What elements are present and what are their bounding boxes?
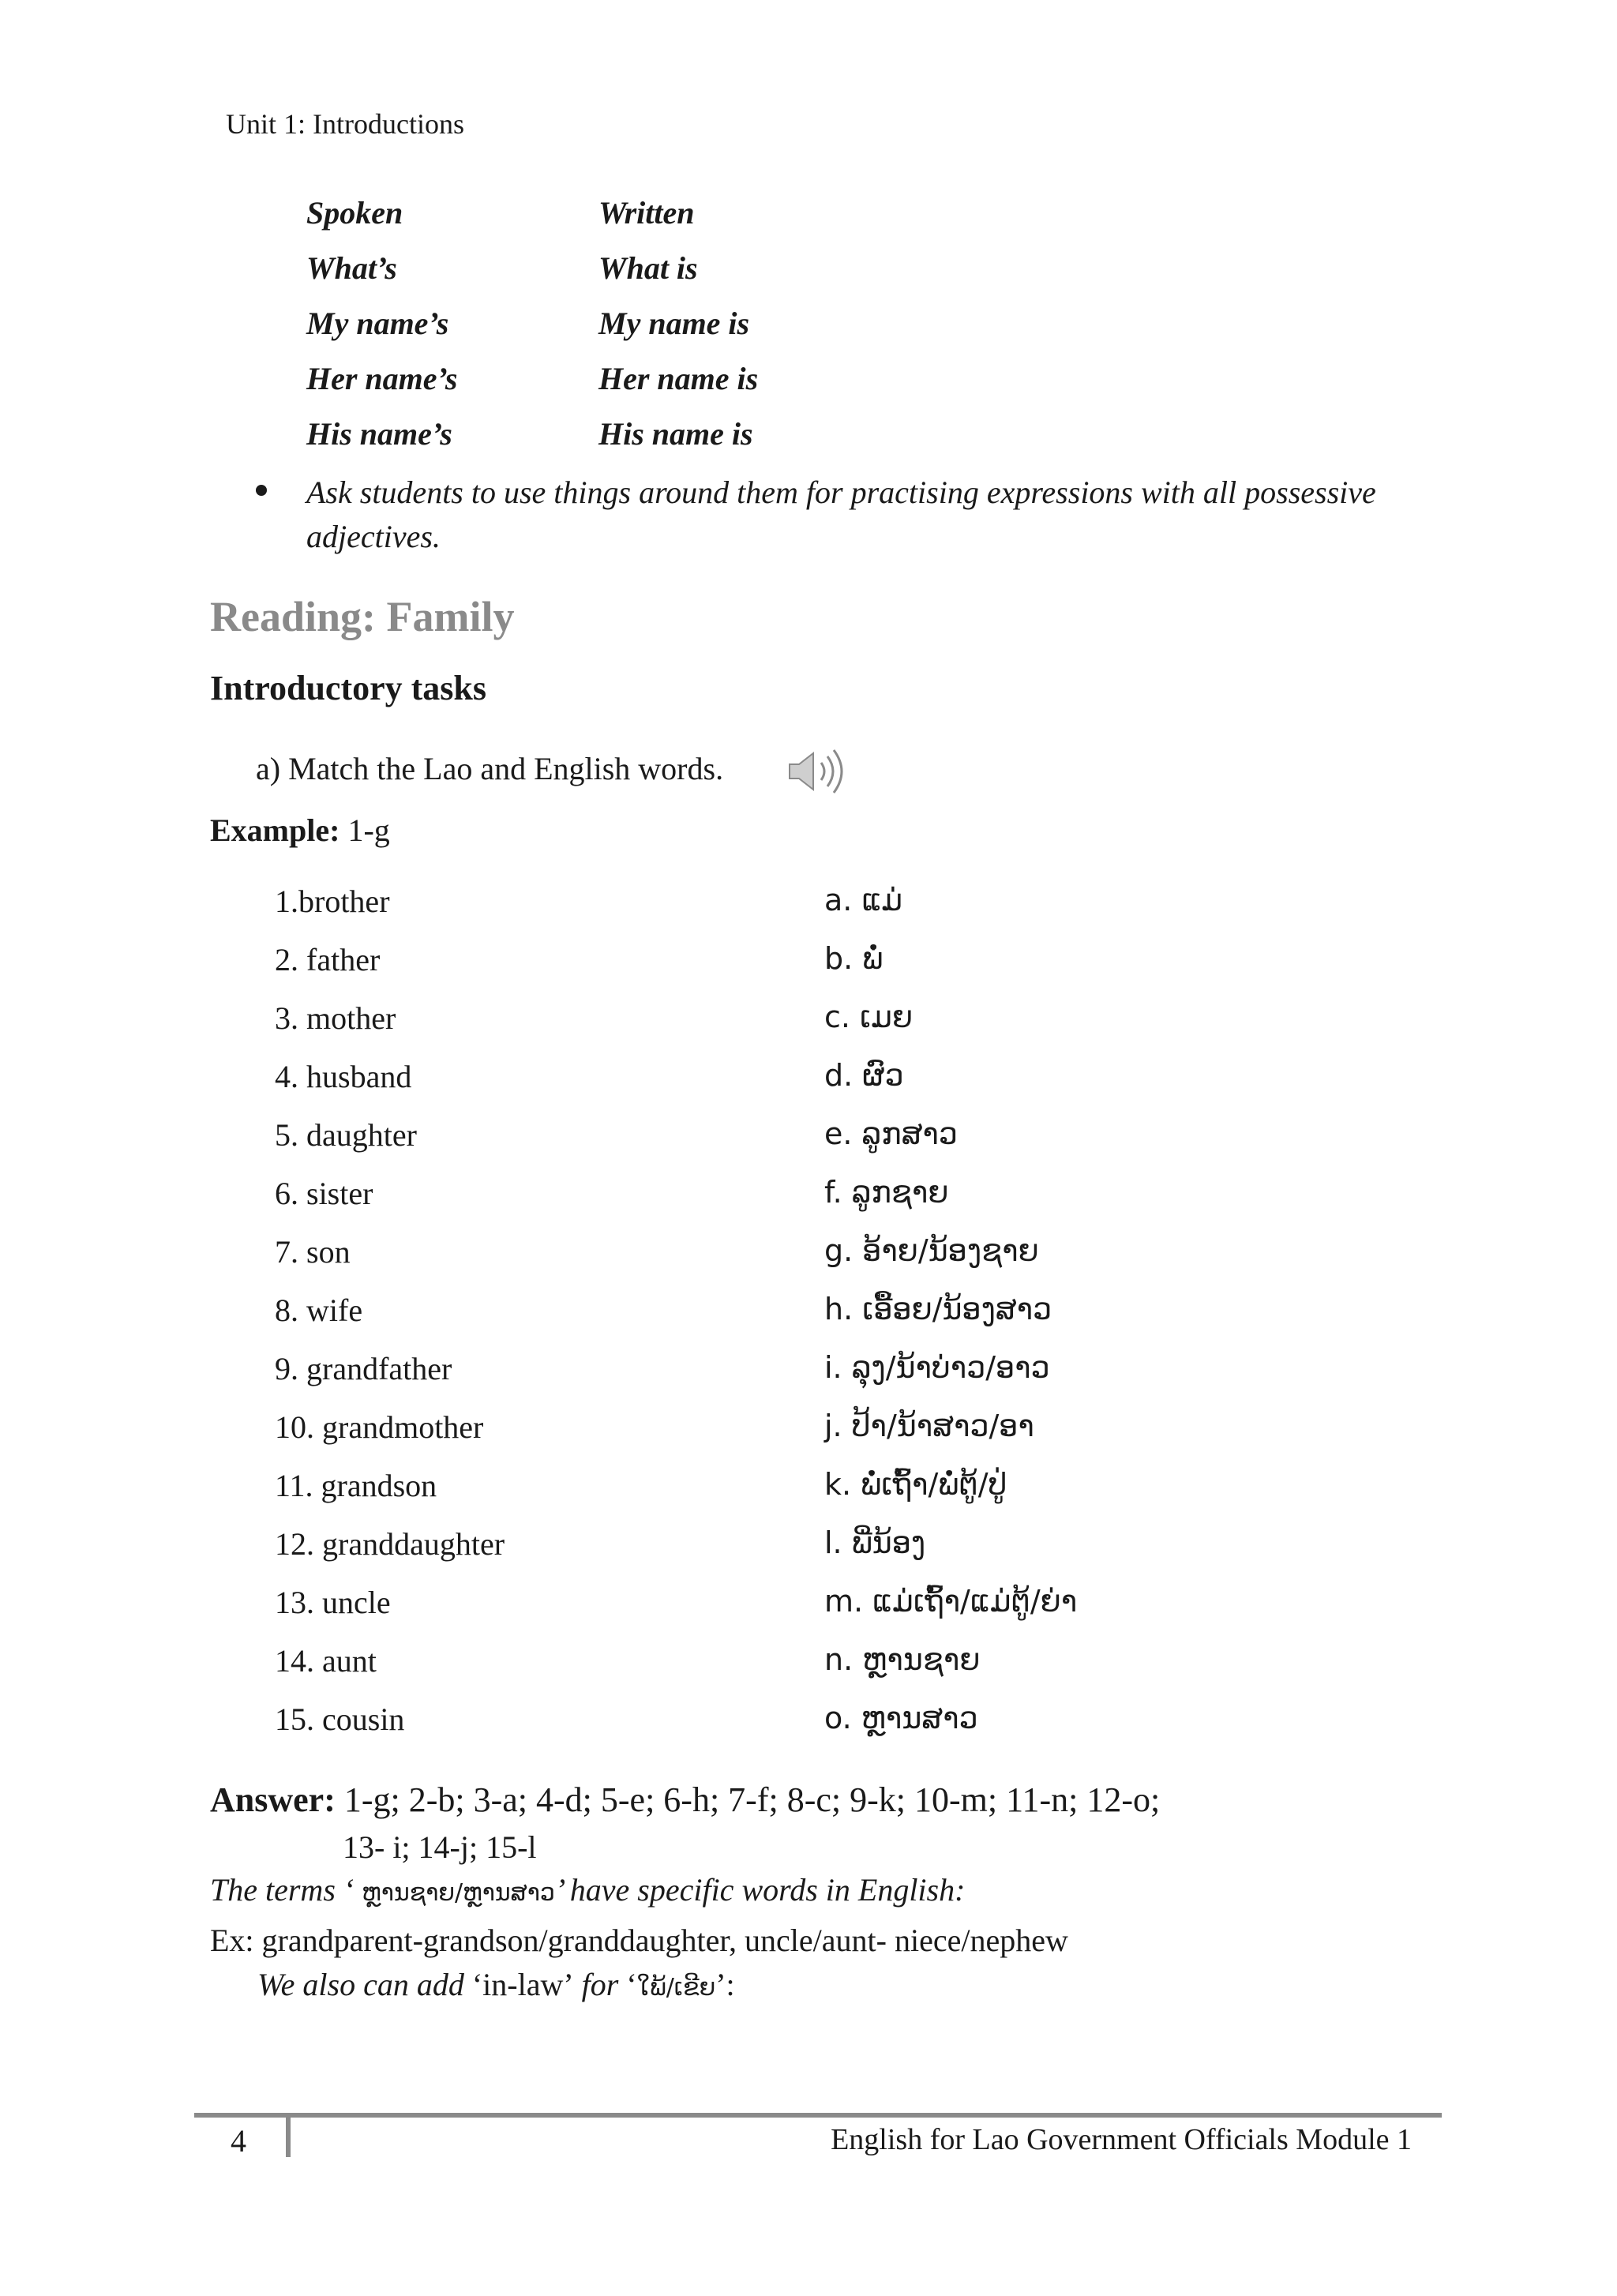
lao-word: h. ເອື້ອຍ/ນ້ອງສາວ <box>824 1292 1052 1326</box>
bullet-instruction: Ask students to use things around them for practising expressions with all possessive adjectives. <box>306 475 1376 554</box>
answer-values: 1-g; 2-b; 3-a; 4-d; 5-e; 6-h; 7-f; 8-c; 9-k; 10-m; 11-n; 12-o; <box>335 1780 1161 1819</box>
english-word: 12. granddaughter <box>275 1526 505 1562</box>
lao-word: j. ປ້າ/ນ້າສາວ/ອາ <box>824 1409 1034 1443</box>
english-word: 8. wife <box>275 1292 363 1328</box>
example-words-line: Ex: grandparent-grandson/granddaughter, uncle/aunt- niece/nephew <box>210 1923 1068 1958</box>
unit-header: Unit 1: Introductions <box>226 108 464 140</box>
in-law-text: for <box>573 1967 627 2002</box>
match-row <box>0 1409 1617 1453</box>
example-label: Example: <box>210 812 340 848</box>
written-form: Her name is <box>598 361 759 396</box>
terms-note <box>210 1871 965 1908</box>
lao-word: i. ລຸງ/ນ້າບ່າວ/ອາວ <box>824 1350 1050 1385</box>
footer-title: English for Lao Government Officials Module 1 <box>831 2123 1412 2156</box>
match-row <box>0 1233 1617 1277</box>
match-row <box>0 1058 1617 1102</box>
match-row <box>0 1292 1617 1336</box>
lao-word: a. ແມ່ <box>824 883 903 917</box>
lao-word: k. ພໍ່ເຖົ້າ/ພໍ່ຕູ້/ປູ່ <box>824 1467 1007 1502</box>
match-row <box>0 883 1617 927</box>
speaker-icon[interactable] <box>786 745 853 797</box>
bullet-icon <box>256 485 267 496</box>
spoken-column-header: Spoken <box>306 195 403 231</box>
lao-word: d. ຜົວ <box>824 1058 904 1093</box>
match-row <box>0 1584 1617 1628</box>
spoken-form: What’s <box>306 250 397 286</box>
spoken-form: My name’s <box>306 306 449 341</box>
lao-word: m. ແມ່ເຖົ້າ/ແມ່ຕູ້/ຍ່າ <box>824 1584 1078 1619</box>
english-word: 2. father <box>275 942 381 977</box>
subsection-title: Introductory tasks <box>210 669 487 707</box>
in-law-term: ‘in-law’ <box>471 1967 574 2002</box>
match-row <box>0 1642 1617 1686</box>
lao-word: e. ລູກສາວ <box>824 1116 958 1151</box>
english-word: 14. aunt <box>275 1643 377 1679</box>
written-column-header: Written <box>598 195 695 231</box>
english-word: 7. son <box>275 1234 351 1270</box>
lao-word: f. ລູກຊາຍ <box>824 1175 949 1210</box>
lao-word: o. ຫຼານສາວ <box>824 1701 978 1735</box>
match-row <box>0 1525 1617 1570</box>
in-law-text: We also can add <box>257 1967 472 2002</box>
answer-label: Answer: <box>210 1780 336 1819</box>
answer-line <box>210 1780 1160 1820</box>
in-law-quote: ‘ <box>626 1967 637 2002</box>
page-number: 4 <box>231 2123 246 2159</box>
english-word: 5. daughter <box>275 1117 417 1153</box>
english-word: 11. grandson <box>275 1468 437 1503</box>
english-word: 6. sister <box>275 1176 373 1211</box>
lao-word: b. ພໍ່ <box>824 941 884 976</box>
match-row <box>0 941 1617 985</box>
answer-values-continued: 13- i; 14-j; 15-l <box>343 1829 537 1865</box>
section-title: Reading: Family <box>210 593 515 640</box>
written-form: My name is <box>598 306 750 341</box>
lao-word: c. ເມຍ <box>824 1000 914 1034</box>
note-suffix: ’ have specific words in English: <box>554 1872 966 1908</box>
match-row <box>0 1116 1617 1161</box>
match-row <box>0 1350 1617 1394</box>
written-form: What is <box>598 250 698 286</box>
lao-word: g. ອ້າຍ/ນ້ອງຊາຍ <box>824 1233 1039 1268</box>
english-word: 4. husband <box>275 1059 412 1094</box>
match-row <box>0 1701 1617 1745</box>
in-law-note <box>257 1966 735 2003</box>
note-prefix: The terms ‘ <box>210 1872 362 1908</box>
written-form: His name is <box>598 416 753 452</box>
footer-separator <box>286 2118 291 2157</box>
english-word: 1.brother <box>275 884 390 919</box>
spoken-form: Her name’s <box>306 361 458 396</box>
lao-word: l. ພີ່ນ້ອງ <box>824 1525 926 1560</box>
english-word: 10. grandmother <box>275 1409 484 1445</box>
in-law-lao-term: ໃພ້/ເຂີຍ <box>636 1974 716 2001</box>
lao-word: n. ຫຼານຊາຍ <box>824 1642 981 1677</box>
match-row <box>0 1175 1617 1219</box>
note-lao-terms: ຫຼານຊາຍ/ຫຼານສາວ <box>362 1879 555 1907</box>
task-instruction: a) Match the Lao and English words. <box>256 751 724 786</box>
english-word: 13. uncle <box>275 1585 391 1620</box>
spoken-form: His name’s <box>306 416 452 452</box>
english-word: 3. mother <box>275 1000 396 1036</box>
in-law-quote: ’: <box>715 1967 735 2002</box>
english-word: 9. grandfather <box>275 1351 452 1386</box>
example-line <box>210 812 390 849</box>
match-row <box>0 1000 1617 1044</box>
footer-divider <box>194 2113 1442 2118</box>
english-word: 15. cousin <box>275 1701 405 1737</box>
example-value: 1-g <box>340 812 390 848</box>
match-row <box>0 1467 1617 1511</box>
